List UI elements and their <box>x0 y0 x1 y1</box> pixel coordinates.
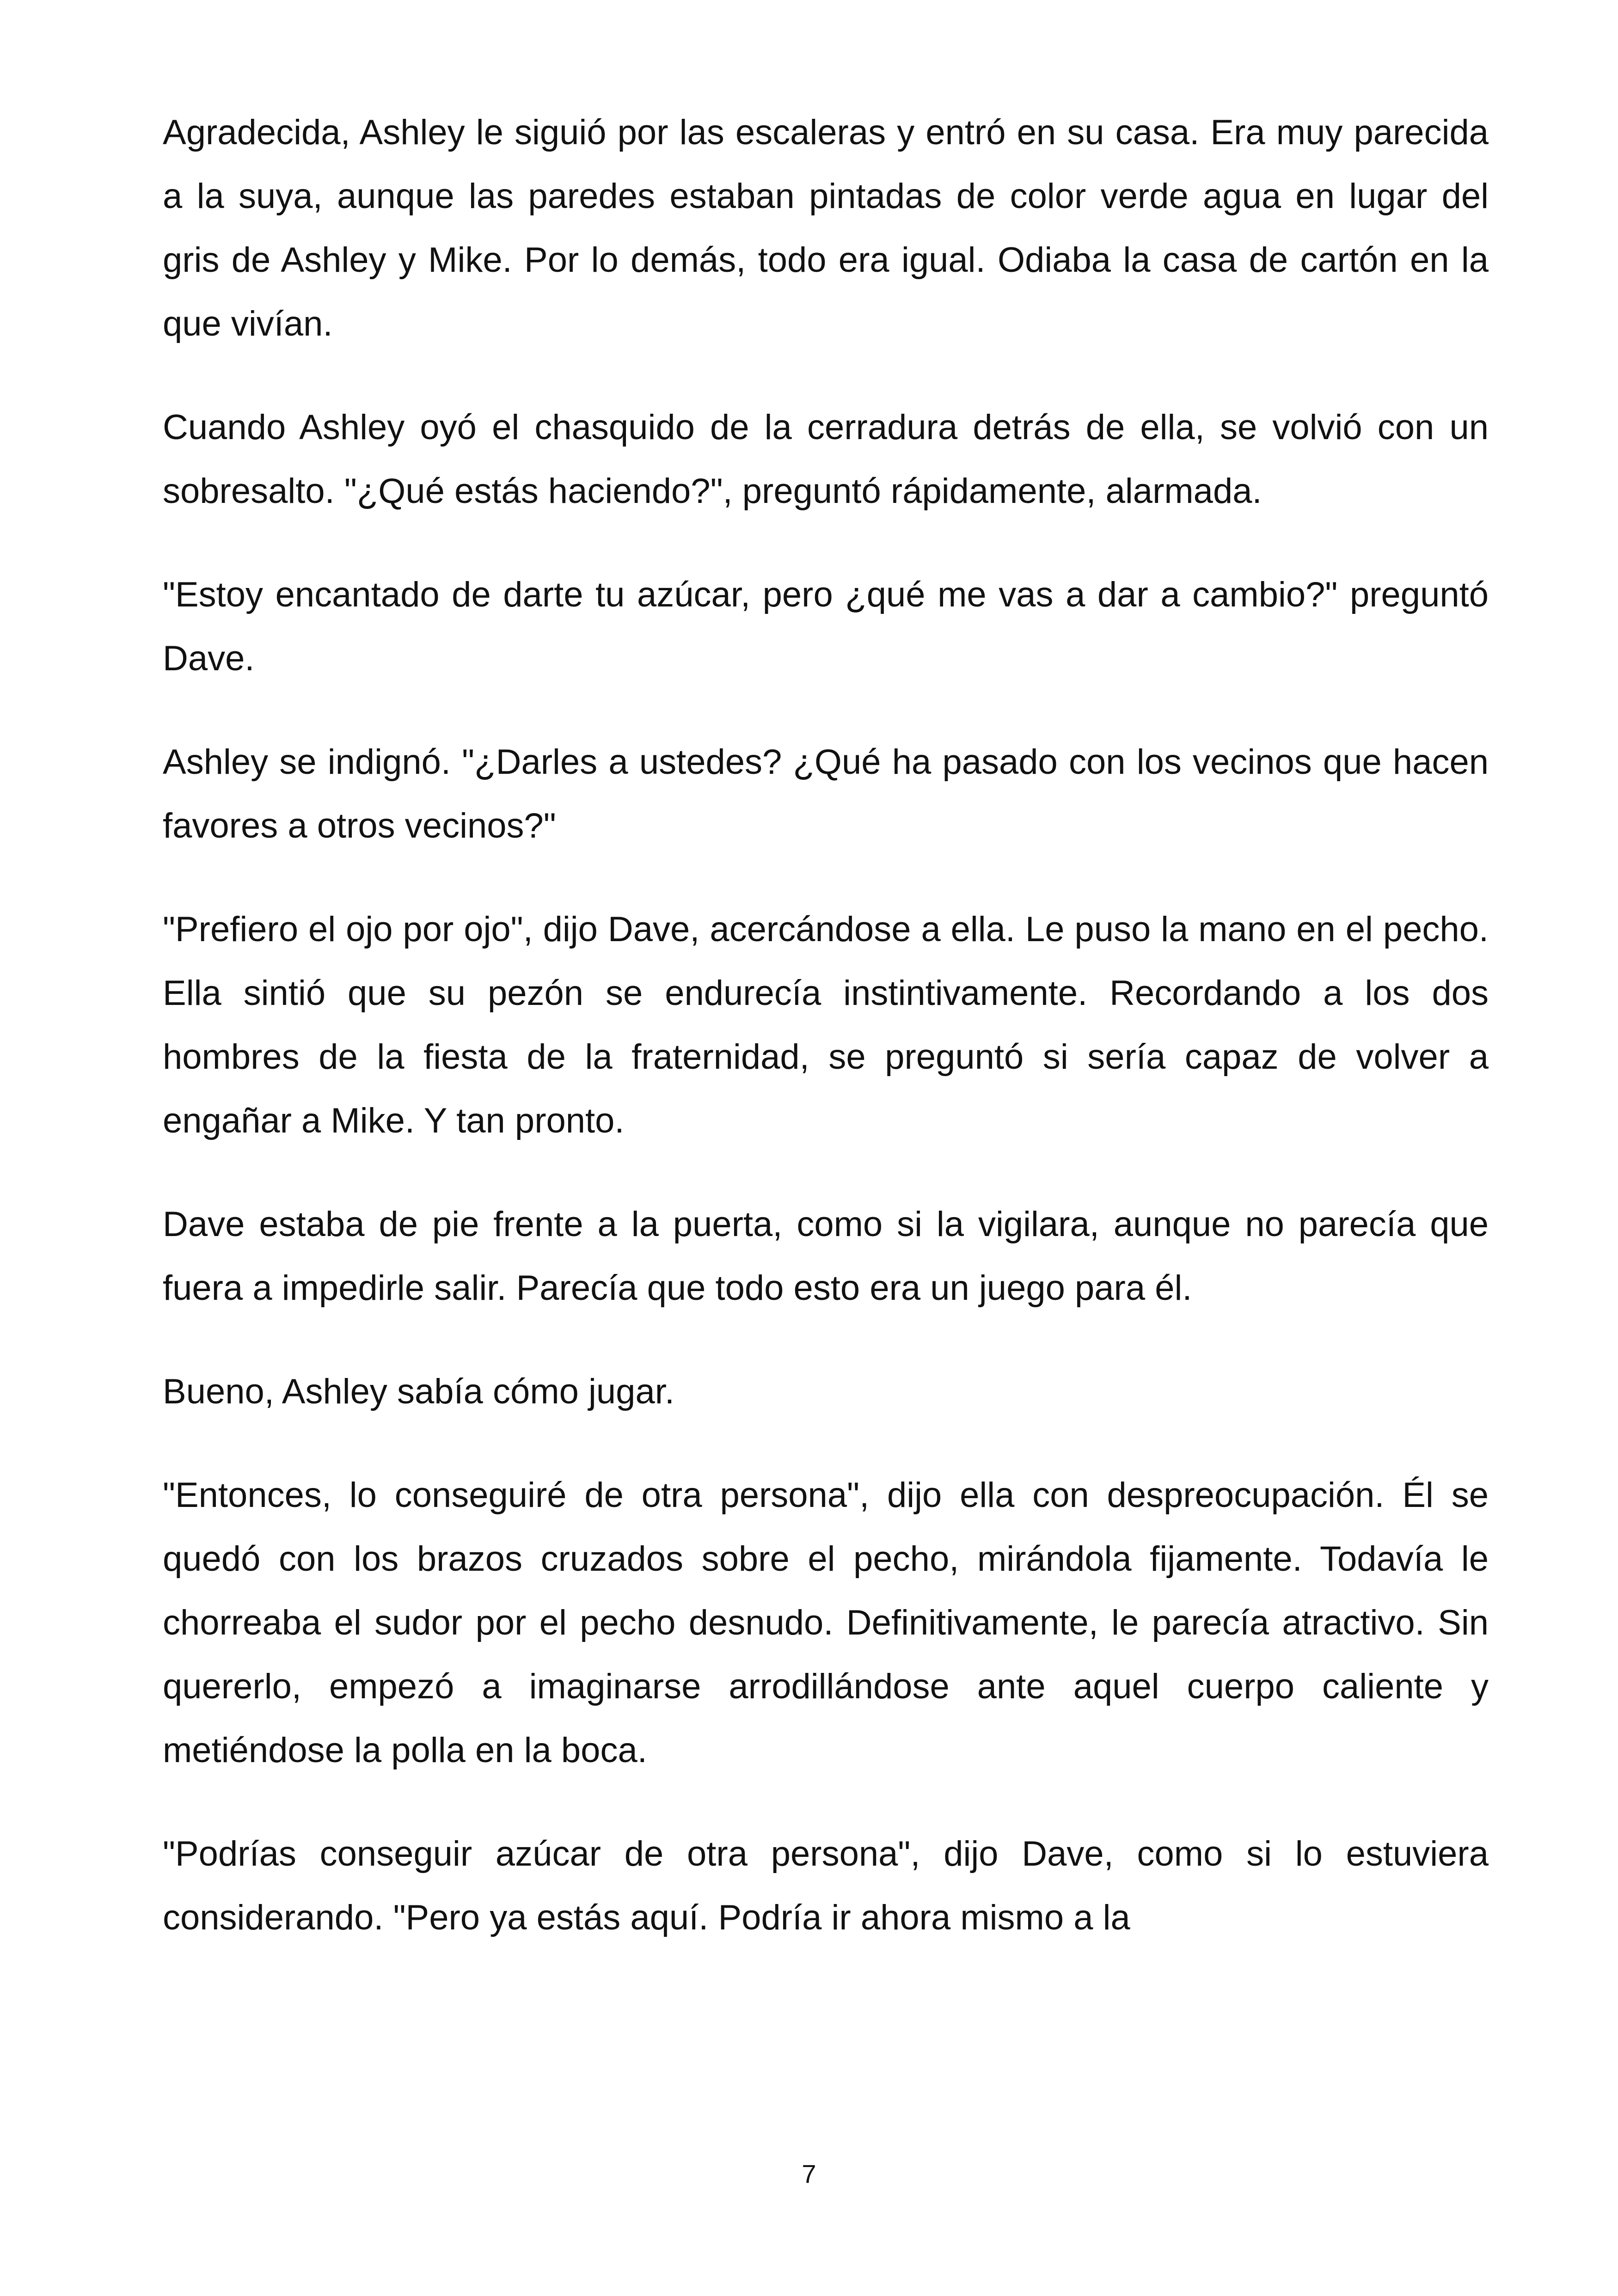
paragraph-7: Bueno, Ashley sabía cómo jugar. <box>163 1372 674 1411</box>
paragraph-5: "Prefiero el ojo por ojo", dijo Dave, acercándose a ella. Le puso la mano en el pecho. Ella sintió que su pezón se endurecía instintivamente. Recordando a los dos hombres de la fiesta de la fraternidad, se preguntó si sería capaz de volver a engañar a Mike. Y tan pronto. <box>163 910 1489 1140</box>
page-number: 7 <box>802 2159 816 2188</box>
body-text <box>163 101 1489 1950</box>
paragraph-2: Cuando Ashley oyó el chasquido de la cerradura detrás de ella, se volvió con un sobresalto. "¿Qué estás haciendo?", preguntó rápidamente, alarmada. <box>163 408 1489 511</box>
paragraph-8: "Entonces, lo conseguiré de otra persona", dijo ella con despreocupación. Él se quedó con los brazos cruzados sobre el pecho, mirándola fijamente. Todavía le chorreaba el sudor por el pecho desnudo. Definitivamente, le parecía atractivo. Sin quererlo, empezó a imaginarse arrodillándose ante aquel cuerpo caliente y metiéndose la polla en la boca. <box>163 1476 1489 1770</box>
paragraph-9: "Podrías conseguir azúcar de otra persona", dijo Dave, como si lo estuviera considerando. "Pero ya estás aquí. Podría ir ahora mismo a la <box>163 1834 1489 1937</box>
paragraph-1: Agradecida, Ashley le siguió por las escaleras y entró en su casa. Era muy parecida a la suya, aunque las paredes estaban pintadas de color verde agua en lugar del gris de Ashley y Mike. Por lo demás, todo era igual. Odiaba la casa de cartón en la que vivían. <box>163 113 1489 343</box>
paragraph-4: Ashley se indignó. "¿Darles a ustedes? ¿Qué ha pasado con los vecinos que hacen favores a otros vecinos?" <box>163 742 1489 845</box>
paragraph-3: "Estoy encantado de darte tu azúcar, pero ¿qué me vas a dar a cambio?" preguntó Dave. <box>163 575 1489 678</box>
paragraph-6: Dave estaba de pie frente a la puerta, como si la vigilara, aunque no parecía que fuera a impedirle salir. Parecía que todo esto era un juego para él. <box>163 1205 1489 1308</box>
